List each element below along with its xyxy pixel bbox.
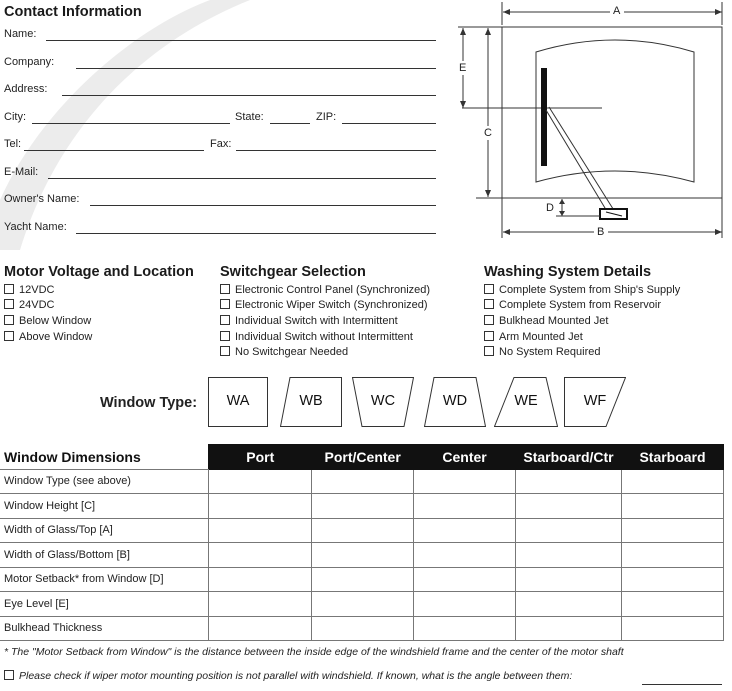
table-cell[interactable] [209, 469, 312, 494]
window-type-wc[interactable]: WC [352, 377, 414, 427]
checkbox[interactable] [220, 346, 230, 356]
table-cell[interactable] [209, 543, 312, 568]
checkbox[interactable] [220, 315, 230, 325]
option-bulkhead-jet[interactable]: Bulkhead Mounted Jet [484, 315, 608, 327]
table-cell[interactable] [312, 616, 414, 641]
row-label: Bulkhead Thickness [0, 616, 209, 641]
table-cell[interactable] [414, 469, 516, 494]
table-cell[interactable] [414, 543, 516, 568]
table-row [0, 616, 724, 641]
switchgear-title: Switchgear Selection [220, 264, 366, 280]
window-type-wf[interactable]: WF [564, 377, 626, 427]
window-type-we[interactable]: WE [494, 377, 558, 427]
dim-label-a: A [613, 5, 621, 17]
table-cell[interactable] [209, 592, 312, 617]
table-cell[interactable] [414, 592, 516, 617]
company-field[interactable] [76, 54, 436, 69]
option-24vdc[interactable]: 24VDC [4, 299, 54, 311]
option-no-system[interactable]: No System Required [484, 346, 601, 358]
table-cell[interactable] [622, 518, 724, 543]
table-cell[interactable] [622, 616, 724, 641]
dim-label-d: D [546, 202, 554, 214]
company-label: Company: [4, 56, 55, 68]
checkbox[interactable] [484, 346, 494, 356]
address-field[interactable] [62, 81, 436, 96]
table-cell[interactable] [209, 518, 312, 543]
option-switch-intermittent[interactable]: Individual Switch with Intermittent [220, 315, 398, 327]
zip-label: ZIP: [316, 111, 337, 123]
tel-field[interactable] [24, 136, 204, 151]
table-cell[interactable] [312, 567, 414, 592]
option-ships-supply[interactable]: Complete System from Ship's Supply [484, 284, 680, 296]
table-cell[interactable] [312, 543, 414, 568]
table-cell[interactable] [622, 543, 724, 568]
option-12vdc[interactable]: 12VDC [4, 284, 54, 296]
table-cell[interactable] [209, 494, 312, 519]
table-cell[interactable] [516, 494, 622, 519]
table-cell[interactable] [414, 518, 516, 543]
table-cell[interactable] [622, 592, 724, 617]
checkbox[interactable] [4, 331, 14, 341]
yacht-name-field[interactable] [76, 219, 436, 234]
row-label: Width of Glass/Bottom [B] [0, 543, 209, 568]
table-cell[interactable] [414, 494, 516, 519]
table-cell[interactable] [312, 518, 414, 543]
checkbox[interactable] [220, 299, 230, 309]
option-below-window[interactable]: Below Window [4, 315, 91, 327]
checkbox[interactable] [484, 315, 494, 325]
window-type-wa[interactable]: WA [208, 377, 268, 427]
checkbox[interactable] [484, 299, 494, 309]
table-cell[interactable] [516, 543, 622, 568]
angle-field[interactable] [642, 670, 722, 685]
checkbox[interactable] [484, 331, 494, 341]
col-port: Port [209, 445, 312, 470]
checkbox[interactable] [220, 331, 230, 341]
table-row [0, 469, 724, 494]
city-label: City: [4, 111, 26, 123]
table-cell[interactable] [414, 616, 516, 641]
window-dimensions-table [0, 444, 724, 641]
dimensions-title: Window Dimensions [0, 445, 209, 470]
owner-name-field[interactable] [90, 191, 436, 206]
table-row [0, 543, 724, 568]
washing-title: Washing System Details [484, 264, 652, 280]
table-cell[interactable] [312, 494, 414, 519]
window-dimension-diagram [455, 0, 730, 245]
address-label: Address: [4, 83, 48, 95]
window-type-wb[interactable]: WB [280, 377, 342, 427]
table-row [0, 567, 724, 592]
email-field[interactable] [48, 164, 436, 179]
option-arm-jet[interactable]: Arm Mounted Jet [484, 331, 583, 343]
table-cell[interactable] [516, 469, 622, 494]
table-row [0, 494, 724, 519]
yacht-label: Yacht Name: [4, 221, 67, 233]
table-cell[interactable] [622, 494, 724, 519]
dim-label-b: B [597, 226, 605, 238]
col-starboard: Starboard [622, 445, 724, 470]
state-label: State: [235, 111, 264, 123]
state-field[interactable] [270, 109, 310, 124]
option-above-window[interactable]: Above Window [4, 331, 92, 343]
row-label: Motor Setback* from Window [D] [0, 567, 209, 592]
table-cell[interactable] [516, 518, 622, 543]
table-cell[interactable] [516, 616, 622, 641]
checkbox[interactable] [4, 670, 14, 680]
table-cell[interactable] [312, 469, 414, 494]
angle-check-note[interactable]: Please check if wiper motor mounting position is not parallel with windshield. If known, what is the angle between them: [4, 670, 572, 682]
checkbox[interactable] [220, 284, 230, 294]
checkbox[interactable] [484, 284, 494, 294]
row-label: Window Type (see above) [0, 469, 209, 494]
fax-label: Fax: [210, 138, 232, 150]
col-starboard-ctr: Starboard/Ctr [516, 445, 622, 470]
owner-label: Owner's Name: [4, 193, 80, 205]
row-label: Width of Glass/Top [A] [0, 518, 209, 543]
table-cell[interactable] [622, 469, 724, 494]
table-cell[interactable] [516, 592, 622, 617]
fax-field[interactable] [236, 136, 436, 151]
option-electronic-wiper-switch[interactable]: Electronic Wiper Switch (Synchronized) [220, 299, 428, 311]
col-port-center: Port/Center [312, 445, 414, 470]
table-cell[interactable] [414, 567, 516, 592]
row-label: Window Height [C] [0, 494, 209, 519]
table-cell[interactable] [209, 567, 312, 592]
table-cell[interactable] [622, 567, 724, 592]
name-field[interactable] [46, 26, 436, 41]
tel-label: Tel: [4, 138, 22, 150]
checkbox[interactable] [4, 315, 14, 325]
option-switch-no-intermittent[interactable]: Individual Switch without Intermittent [220, 331, 413, 343]
window-type-wd[interactable]: WD [424, 377, 486, 427]
contact-title: Contact Information [4, 4, 142, 20]
table-cell[interactable] [312, 592, 414, 617]
window-type-label: Window Type: [100, 395, 198, 411]
col-center: Center [414, 445, 516, 470]
zip-field[interactable] [342, 109, 436, 124]
option-electronic-control-panel[interactable]: Electronic Control Panel (Synchronized) [220, 284, 430, 296]
checkbox[interactable] [4, 284, 14, 294]
checkbox[interactable] [4, 299, 14, 309]
table-cell[interactable] [516, 567, 622, 592]
dim-label-e: E [459, 62, 467, 74]
option-no-switchgear[interactable]: No Switchgear Needed [220, 346, 348, 358]
row-label: Eye Level [E] [0, 592, 209, 617]
name-label: Name: [4, 28, 37, 40]
option-reservoir[interactable]: Complete System from Reservoir [484, 299, 661, 311]
table-row [0, 518, 724, 543]
dim-label-c: C [484, 127, 492, 139]
city-field[interactable] [32, 109, 230, 124]
email-label: E-Mail: [4, 166, 39, 178]
table-cell[interactable] [209, 616, 312, 641]
footnote: * The "Motor Setback from Window" is the distance between the inside edge of the windshield frame and the center of the motor shaft [4, 646, 624, 658]
table-row [0, 592, 724, 617]
motor-title: Motor Voltage and Location [4, 264, 194, 280]
